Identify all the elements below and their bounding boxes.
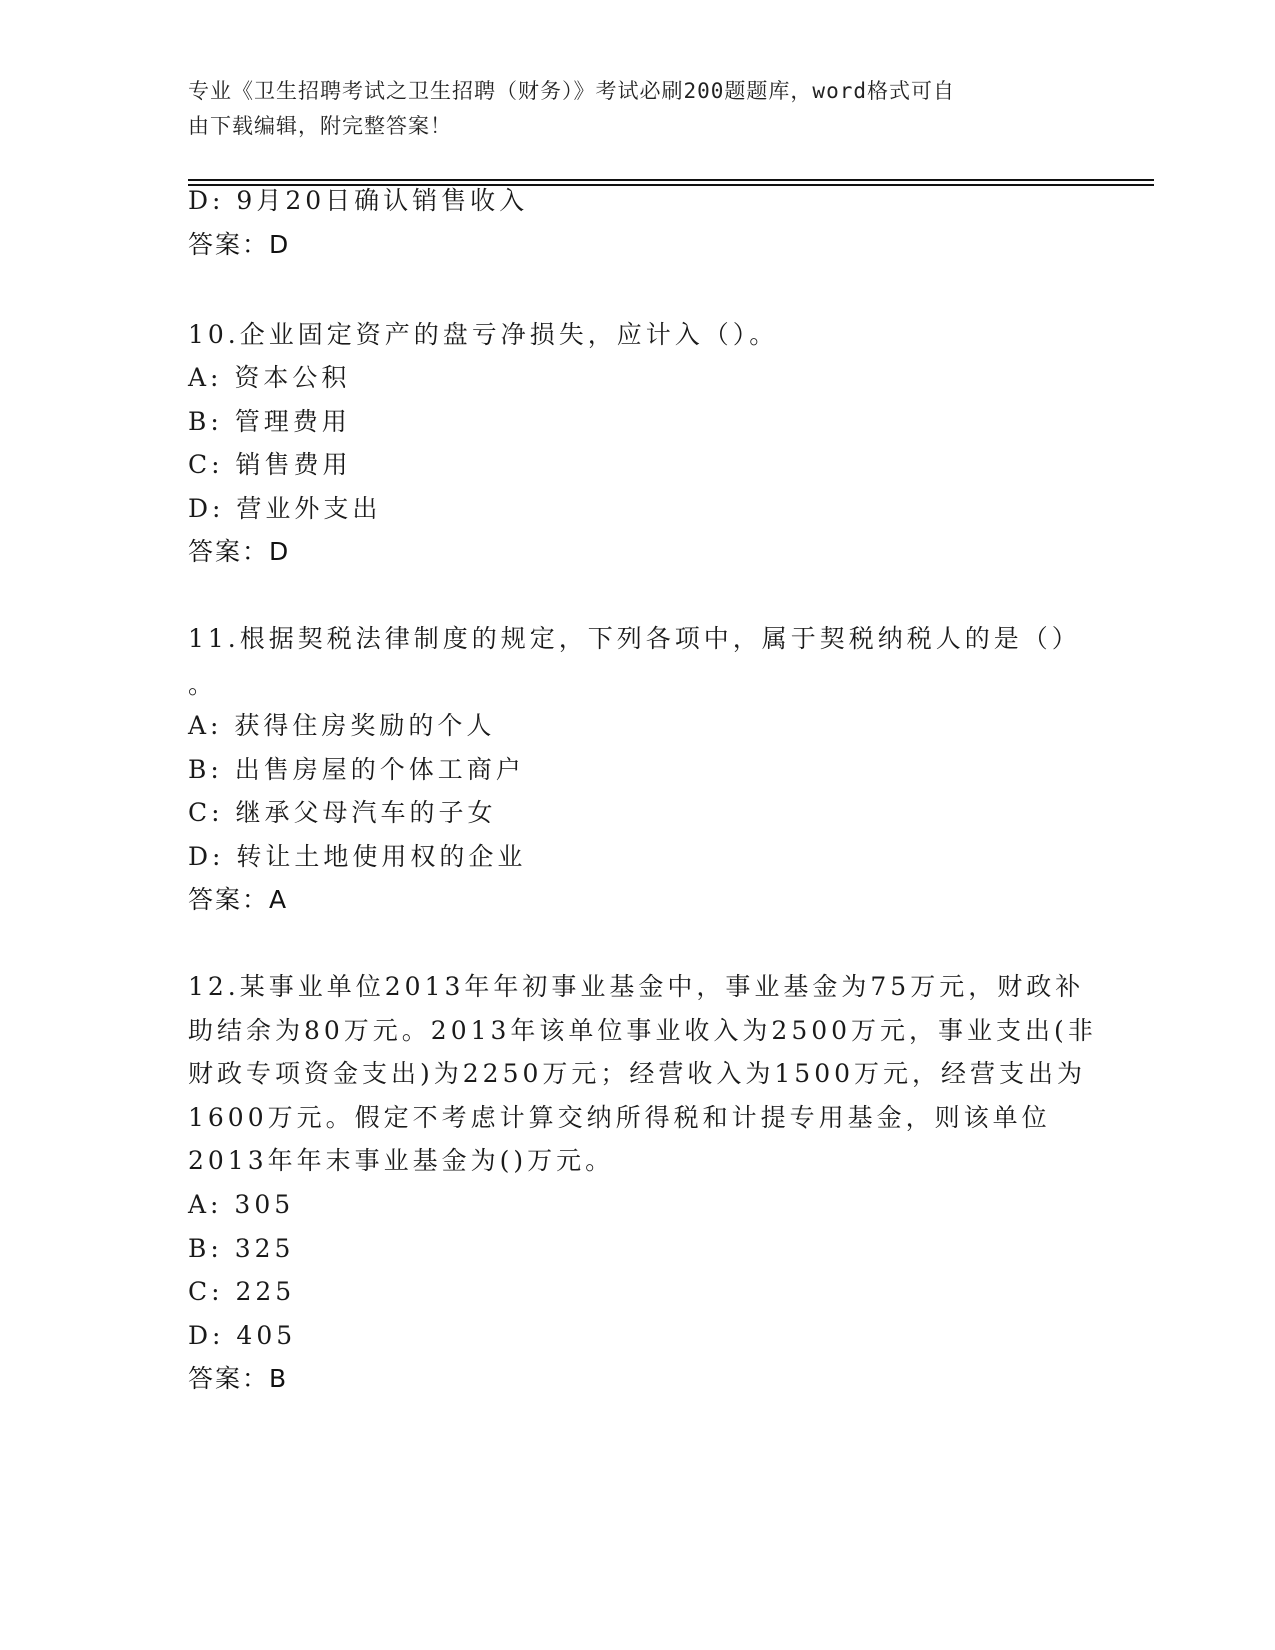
q12-stem-line-2: 助结余为80万元。2013年该单位事业收入为2500万元，事业支出(非: [188, 1016, 1097, 1045]
q12-stem-line-5: 2013年年末事业基金为()万元。: [188, 1146, 615, 1175]
q10-stem: 10.企业固定资产的盘亏净损失，应计入（）。: [188, 320, 779, 349]
header-divider-top: [188, 179, 1154, 181]
q12-option-b: B: 325: [188, 1234, 295, 1263]
q9-option-d: D: 9月20日确认销售收入: [188, 186, 529, 215]
q11-option-d: D: 转让土地使用权的企业: [188, 842, 527, 871]
q11-stem-line-2: 。: [188, 670, 218, 699]
header-line-2: 由下载编辑，附完整答案！: [188, 114, 452, 138]
q11-stem-line-1: 11.根据契税法律制度的规定，下列各项中，属于契税纳税人的是（）: [188, 624, 1081, 653]
q12-option-a: A: 305: [188, 1190, 295, 1219]
q12-option-c: C: 225: [188, 1277, 296, 1306]
q10-option-b: B: 管理费用: [188, 407, 351, 436]
document-header: [188, 74, 1068, 144]
q11-option-c: C: 继承父母汽车的子女: [188, 798, 497, 827]
q12-answer: 答案：B: [188, 1364, 289, 1393]
q11-answer: 答案：A: [188, 885, 289, 914]
q11-option-a: A: 获得住房奖励的个人: [188, 711, 496, 740]
q10-answer: 答案：D: [188, 537, 291, 566]
q10-option-d: D: 营业外支出: [188, 494, 382, 523]
q12-option-d: D: 405: [188, 1321, 297, 1350]
q12-stem-line-4: 1600万元。假定不考虑计算交纳所得税和计提专用基金，则该单位: [188, 1103, 1051, 1132]
q11-option-b: B: 出售房屋的个体工商户: [188, 755, 525, 784]
q10-option-a: A: 资本公积: [188, 363, 351, 392]
q9-answer: 答案：D: [188, 230, 291, 259]
q10-option-c: C: 销售费用: [188, 450, 352, 479]
q12-stem-line-3: 财政专项资金支出)为2250万元；经营收入为1500万元，经营支出为: [188, 1059, 1087, 1088]
header-line-1: 专业《卫生招聘考试之卫生招聘（财务）》考试必刷200题题库，word格式可自: [188, 79, 955, 103]
q12-stem-line-1: 12.某事业单位2013年年初事业基金中，事业基金为75万元，财政补: [188, 972, 1085, 1001]
